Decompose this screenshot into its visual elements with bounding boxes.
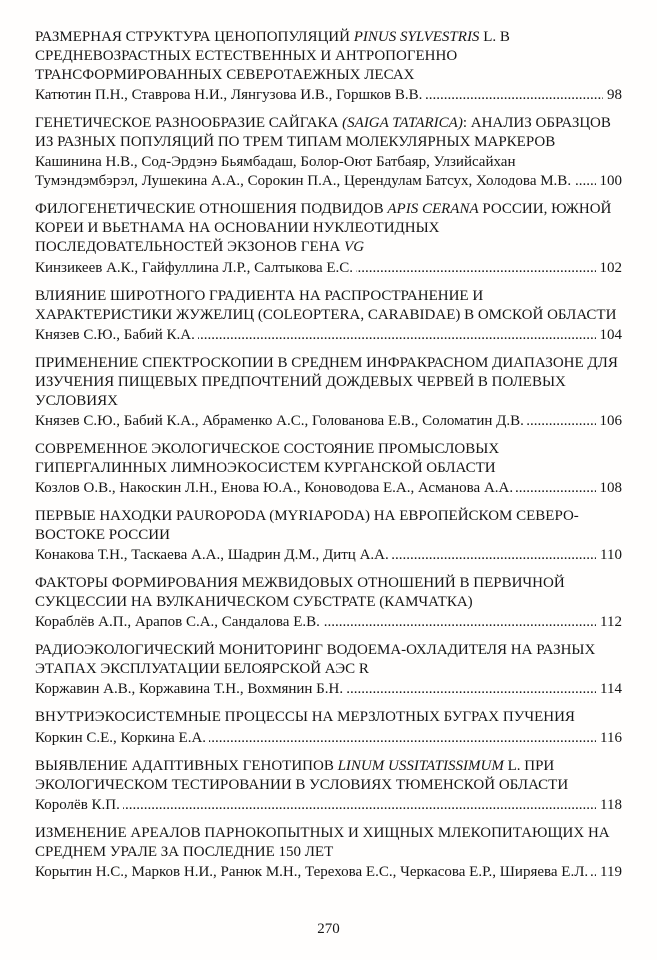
title-text: РОССИИ, ЮЖНОЙ КОРЕИ И ВЬЕТНАМА НА ОСНОВАНИИ НУКЛЕОТИДНЫХ ПОСЛЕДОВАТЕЛЬНОСТЕЙ ЭКЗОНОВ ГЕНА: [35, 201, 612, 256]
entry-title: [35, 507, 622, 545]
entry-authors: [35, 680, 622, 699]
entry-page-number: 102: [596, 259, 623, 278]
entry-title: [35, 200, 622, 257]
title-species-name: APIS CERANA: [387, 201, 479, 218]
entry-page-number: 106: [596, 412, 623, 431]
toc-entry: [35, 354, 622, 431]
entry-title: [35, 641, 622, 679]
title-text: ПЕРВЫЕ НАХОДКИ PAUROPODA (MYRIAPODA) НА ЕВРОПЕЙСКОМ СЕВЕРО-ВОСТОКЕ РОССИИ: [35, 508, 579, 544]
toc-entry: [35, 440, 622, 498]
entry-title: [35, 440, 622, 478]
dot-leader: [35, 796, 622, 815]
entry-title: [35, 114, 622, 152]
title-text: ВЫЯВЛЕНИЕ АДАПТИВНЫХ ГЕНОТИПОВ: [35, 757, 338, 774]
authors-text: Князев С.Ю., Бабий К.А., Абраменко А.С., Голованова Е.В., Соломатин Д.В.: [35, 413, 527, 429]
authors-text: Катютин П.Н., Ставрова Н.И., Лянгузова И.В., Горшков В.В.: [35, 87, 425, 103]
toc-entry: [35, 114, 622, 191]
authors-text: Кораблёв А.П., Арапов С.А., Сандалова Е.В.: [35, 614, 323, 630]
entry-page-number: 116: [596, 729, 622, 748]
entry-title: [35, 757, 622, 795]
title-text: ФИЛОГЕНЕТИЧЕСКИЕ ОТНОШЕНИЯ ПОДВИДОВ: [35, 201, 388, 218]
title-text: РАЗМЕРНАЯ СТРУКТУРА ЦЕНОПОПУЛЯЦИЙ: [35, 29, 354, 45]
entry-title: [35, 287, 622, 325]
entry-page-number: 118: [596, 796, 622, 815]
entry-authors: [35, 729, 622, 748]
entry-authors: [35, 863, 622, 882]
entry-page-number: 108: [596, 479, 623, 498]
title-text: РАДИОЭКОЛОГИЧЕСКИЙ МОНИТОРИНГ ВОДОЕМА-ОХЛАДИТЕЛЯ НА РАЗНЫХ ЭТАПАХ ЭКСПЛУАТАЦИИ БЕЛОЯРСКОЙ АЭС R: [35, 642, 596, 678]
title-text: L. В СРЕДНЕВОЗРАСТНЫХ ЕСТЕСТВЕННЫХ И АНТРОПОГЕННО ТРАНСФОРМИРОВАННЫХ СЕВЕРОТАЕЖНЫХ ЛЕСАХ: [35, 29, 510, 84]
entry-page-number: 98: [603, 86, 622, 105]
authors-text: Кашинина Н.В., Сод-Эрдэнэ Бьямбадаш, Болор-Оют Батбаяр, Улзийсайхан Тумэндэмбэрэл, Лушекина А.А., Сорокин П.А., Церендулам Батсух, Холодова М.В.: [35, 154, 574, 189]
authors-text: Корытин Н.С., Марков Н.И., Ранюк М.Н., Терехова Е.С., Черкасова Е.Р., Ширяева Е.Л.: [35, 864, 591, 880]
toc-entry: [35, 757, 622, 815]
entry-authors: [35, 546, 622, 565]
authors-text: Кинзикеев А.К., Гайфуллина Л.Р., Салтыкова Е.С.: [35, 260, 356, 276]
toc-entry: [35, 824, 622, 882]
entry-page-number: 100: [596, 172, 623, 191]
title-species-name: PINUS SYLVESTRIS: [353, 29, 480, 45]
entry-authors: [35, 153, 622, 191]
entry-authors: [35, 259, 622, 278]
entry-title: [35, 354, 622, 411]
entry-title: [35, 708, 622, 727]
authors-text: Козлов О.В., Накоскин Л.Н., Енова Ю.А., Коноводова Е.А., Асманова А.А.: [35, 480, 516, 496]
title-text: СОВРЕМЕННОЕ ЭКОЛОГИЧЕСКОЕ СОСТОЯНИЕ ПРОМЫСЛОВЫХ ГИПЕРГАЛИННЫХ ЛИМНОЭКОСИСТЕМ КУРГАНСКОЙ ОБЛАСТИ: [35, 440, 500, 476]
entry-title: [35, 28, 622, 85]
title-text: L. ПРИ ЭКОЛОГИЧЕСКОМ ТЕСТИРОВАНИИ В УСЛОВИЯХ ТЮМЕНСКОЙ ОБЛАСТИ: [35, 757, 569, 793]
entry-page-number: 114: [596, 680, 622, 699]
title-text: ВЛИЯНИЕ ШИРОТНОГО ГРАДИЕНТА НА РАСПРОСТРАНЕНИЕ И ХАРАКТЕРИСТИКИ ЖУЖЕЛИЦ (COLEOPTERA, CARABIDAE) В ОМСКОЙ ОБЛАСТИ: [35, 287, 617, 323]
entry-page-number: 119: [596, 863, 622, 882]
title-text: ПРИМЕНЕНИЕ СПЕКТРОСКОПИИ В СРЕДНЕМ ИНФРАКРАСНОМ ДИАПАЗОНЕ ДЛЯ ИЗУЧЕНИЯ ПИЩЕВЫХ ПРЕДПОЧТЕНИЙ ДОЖДЕВЫХ ЧЕРВЕЙ В ПОЛЕВЫХ УСЛОВИЯХ: [35, 354, 618, 409]
toc-entry: [35, 28, 622, 105]
title-species-name: VG: [344, 239, 365, 256]
title-text: ИЗМЕНЕНИЕ АРЕАЛОВ ПАРНОКОПЫТНЫХ И ХИЩНЫХ МЛЕКОПИТАЮЩИХ НА СРЕДНЕМ УРАЛЕ ЗА ПОСЛЕДНИЕ 150 ЛЕТ: [35, 824, 610, 860]
entry-title: [35, 574, 622, 612]
toc-entry: [35, 507, 622, 565]
toc-entry: [35, 708, 622, 747]
entry-title: [35, 824, 622, 862]
entry-authors: [35, 326, 622, 345]
footer-page-number: 270: [317, 921, 340, 937]
entry-authors: [35, 613, 622, 632]
title-text: ВНУТРИЭКОСИСТЕМНЫЕ ПРОЦЕССЫ НА МЕРЗЛОТНЫХ БУГРАХ ПУЧЕНИЯ: [35, 709, 575, 726]
authors-text: Князев С.Ю., Бабий К.А.: [35, 327, 198, 343]
title-species-name: (SAIGA TATARICA): [342, 115, 463, 132]
entry-authors: [35, 86, 622, 105]
authors-text: Коржавин А.В., Коржавина Т.Н., Вохмянин Б.Н.: [35, 681, 346, 697]
entry-authors: [35, 796, 622, 815]
entry-page-number: 110: [596, 546, 622, 565]
authors-text: Королёв К.П.: [35, 797, 123, 813]
entry-page-number: 104: [596, 326, 623, 345]
title-species-name: LINUM USSITATISSIMUM: [337, 757, 504, 774]
entry-page-number: 112: [596, 613, 622, 632]
entry-authors: [35, 412, 622, 431]
toc-entry: [35, 641, 622, 699]
toc-entry: [35, 574, 622, 632]
title-text: : АНАЛИЗ ОБРАЗЦОВ ИЗ РАЗНЫХ ПОПУЛЯЦИЙ ПО ТРЕМ ТИПАМ МОЛЕКУЛЯРНЫХ МАРКЕРОВ: [35, 115, 611, 151]
entry-authors: [35, 479, 622, 498]
toc-list: [35, 28, 622, 891]
toc-entry: [35, 200, 622, 277]
authors-text: Коркин С.Е., Коркина Е.А.: [35, 730, 209, 746]
toc-entry: [35, 287, 622, 345]
title-text: ГЕНЕТИЧЕСКОЕ РАЗНООБРАЗИЕ САЙГАКА: [35, 115, 343, 132]
authors-text: Конакова Т.Н., Таскаева А.А., Шадрин Д.М., Дитц А.А.: [35, 547, 392, 563]
title-text: ФАКТОРЫ ФОРМИРОВАНИЯ МЕЖВИДОВЫХ ОТНОШЕНИЙ В ПЕРВИЧНОЙ СУКЦЕССИИ НА ВУЛКАНИЧЕСКОМ СУБСТРАТЕ (КАМЧАТКА): [35, 575, 565, 611]
page-footer: [35, 921, 622, 946]
